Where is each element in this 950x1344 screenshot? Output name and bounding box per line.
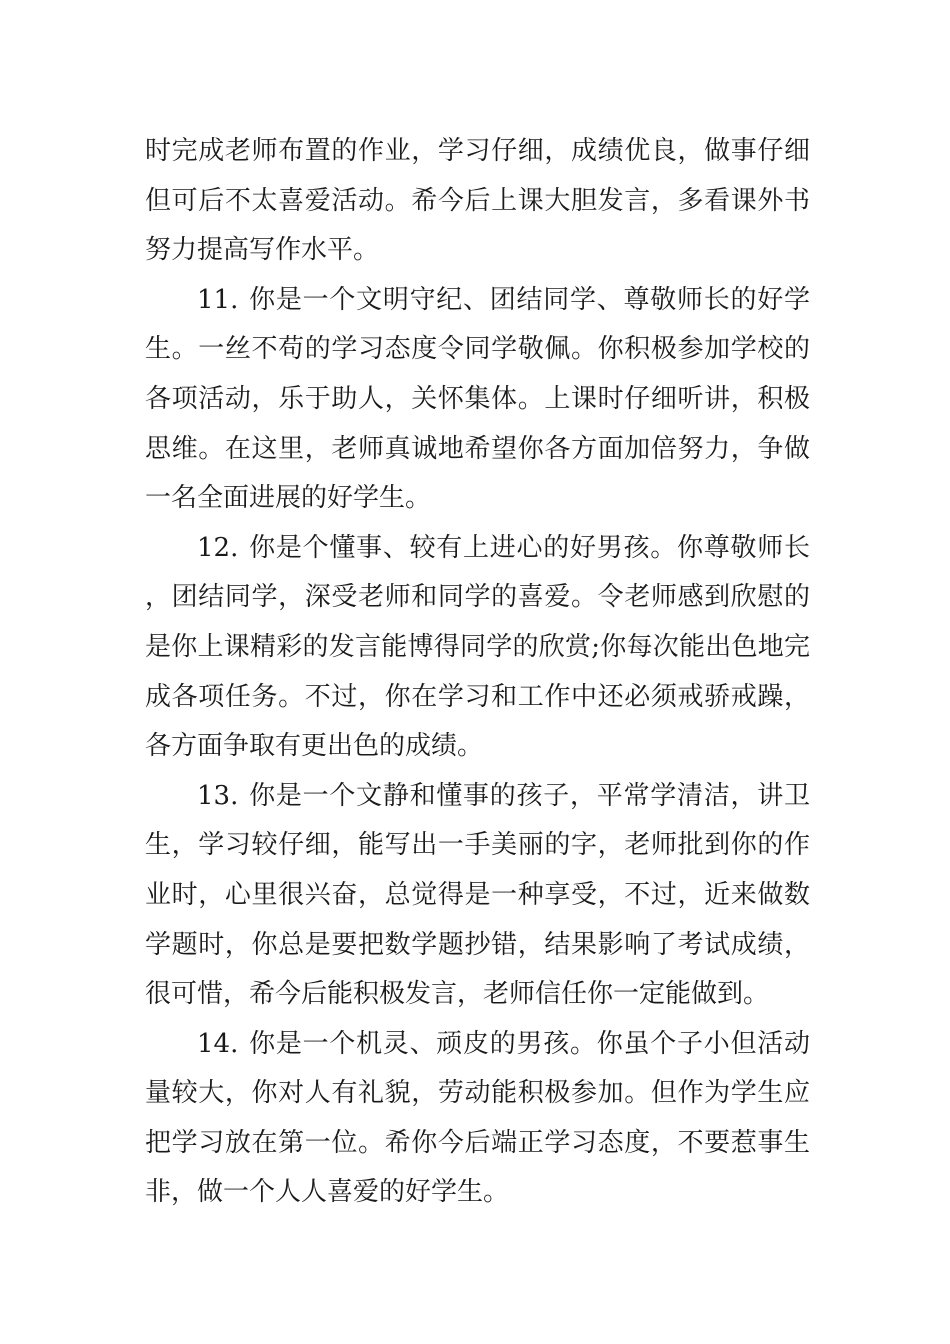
paragraph-text: 时完成老师布置的作业，学习仔细，成绩优良，做事仔细但可后不太喜爱活动。希今后上课大胆发言，多看课外书努力提高写作水平。 — [145, 136, 810, 266]
paragraph-14 — [145, 1020, 810, 1218]
paragraph-number: 11. — [197, 284, 239, 315]
paragraph-text: 你是一个机灵、顽皮的男孩。你虽个子小但活动量较大，你对人有礼貌，劳动能积极参加。但作为学生应把学习放在第一位。希你今后端正学习态度，不要惹事生非，做一个人人喜爱的好学生。 — [145, 1028, 810, 1208]
paragraph-number: 12. — [197, 532, 239, 563]
paragraph-12 — [145, 524, 810, 772]
paragraph-13 — [145, 772, 810, 1020]
document-body — [145, 127, 810, 1218]
paragraph-text: 你是一个文静和懂事的孩子，平常学清洁，讲卫生，学习较仔细，能写出一手美丽的字，老师批到你的作业时，心里很兴奋，总觉得是一种享受，不过，近来做数学题时，你总是要把数学题抄错，结果影响了考试成绩，很可惜，希今后能积极发言，老师信任你一定能做到。 — [145, 780, 810, 1010]
paragraph-continued — [145, 127, 810, 276]
paragraph-text: 你是一个文明守纪、团结同学、尊敬师长的好学生。一丝不苟的学习态度令同学敬佩。你积极参加学校的各项活动，乐于助人，关怀集体。上课时仔细听讲，积极思维。在这里，老师真诚地希望你各方面加倍努力，争做一名全面进展的好学生。 — [145, 284, 810, 514]
paragraph-11 — [145, 276, 810, 524]
paragraph-number: 14. — [197, 1028, 239, 1059]
paragraph-number: 13. — [197, 780, 239, 811]
paragraph-text: 你是个懂事、较有上进心的好男孩。你尊敬师长，团结同学，深受老师和同学的喜爱。令老师感到欣慰的是你上课精彩的发言能博得同学的欣赏;你每次能出色地完成各项任务。不过，你在学习和工作中还必须戒骄戒躁，各方面争取有更出色的成绩。 — [145, 532, 810, 762]
